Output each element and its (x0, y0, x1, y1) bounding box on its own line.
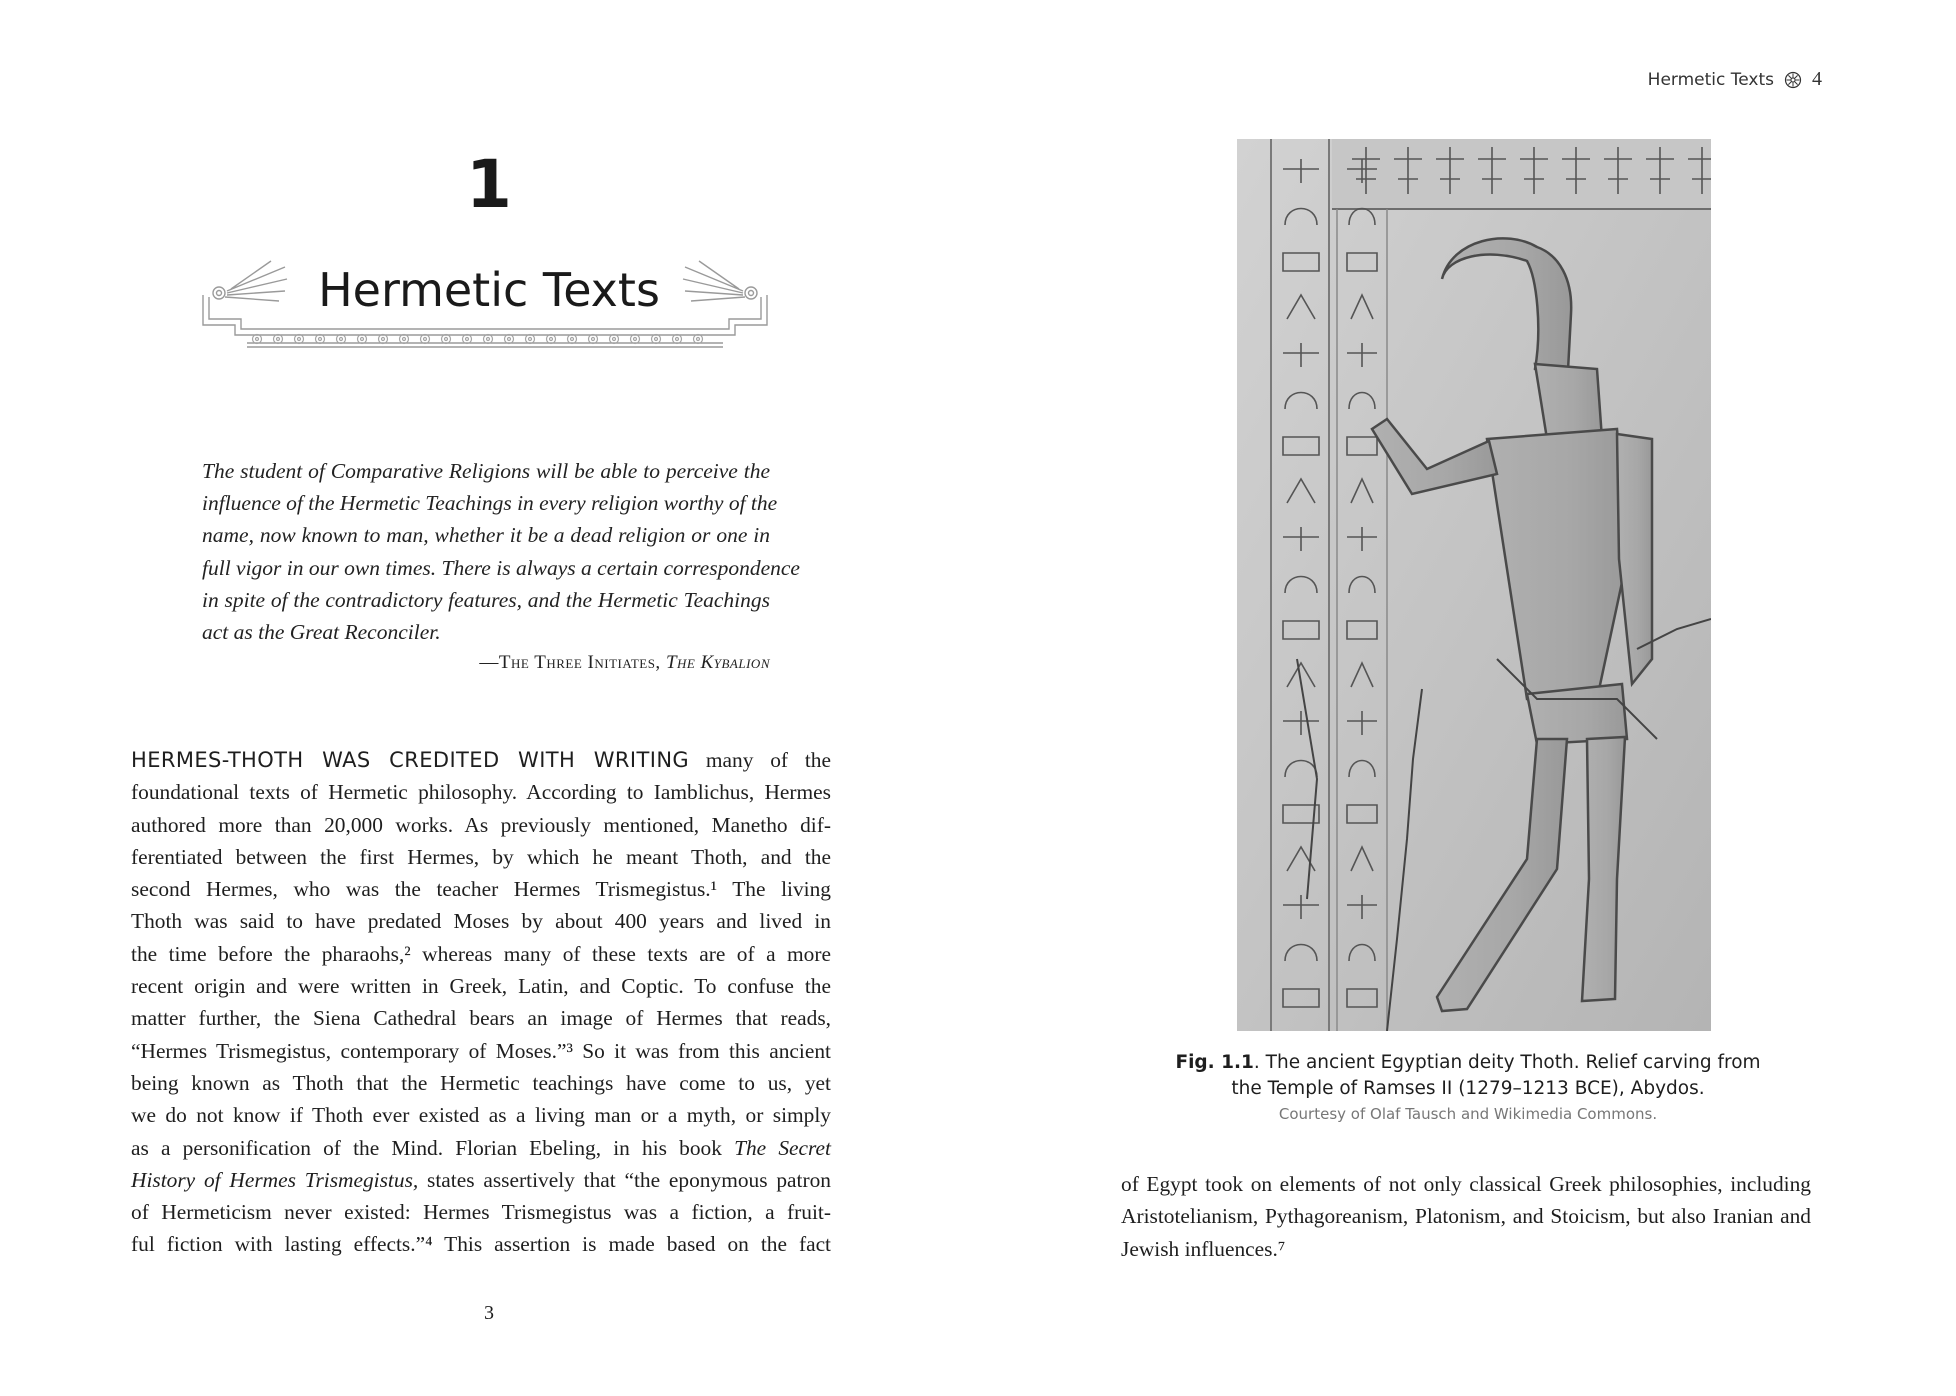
figure-label: Fig. 1.1 (1175, 1052, 1254, 1073)
chapter-title: Hermetic Texts (318, 263, 660, 317)
body-line: Aristotelianism, Pythagoreanism, Platonism, and Stoicism, but also Iranian and (1121, 1204, 1811, 1229)
body-line: Jewish influences.⁷ (1121, 1236, 1286, 1261)
running-head (1648, 68, 1822, 91)
epigraph-line: in spite of the contradictory features, and the Hermetic Teachings (202, 587, 770, 612)
figure-caption: Fig. 1.1. The ancient Egyptian deity Thoth. Relief carving from the Temple of Ramses II (1279–1213 BCE), Abydos. Courtesy of Olaf Tausch and Wikimedia Commons. (1088, 1050, 1848, 1126)
epigraph-line: The student of Comparative Religions will be able to perceive the (202, 459, 770, 483)
body-line: being known as Thoth that the Hermetic teachings have come to us, yet (131, 1070, 831, 1095)
lead-in: HERMES-THOTH WAS CREDITED WITH WRITING (131, 748, 690, 772)
body-line: the time before the pharaohs,² whereas many of these texts are of a more (131, 941, 831, 966)
body-line: second Hermes, who was the teacher Hermes Trismegistus.¹ The living (131, 877, 831, 902)
image-credit: Courtesy of Olaf Tausch and Wikimedia Commons. (1278, 1105, 1658, 1123)
body-line: ful fiction with lasting effects.”⁴ This assertion is made based on the fact (131, 1232, 831, 1257)
body-line: HERMES-THOTH WAS CREDITED WITH WRITING many of the (131, 748, 831, 772)
thoth-relief-image (1237, 139, 1711, 1031)
attribution-author: —The Three Initiates, (479, 652, 666, 673)
book-title: The Secret (734, 1135, 831, 1160)
epigraph (202, 455, 800, 648)
running-head-title: Hermetic Texts (1647, 69, 1774, 90)
body-line: of Egypt took on elements of not only classical Greek philosophies, including (1121, 1172, 1811, 1196)
body-line: of Hermeticism never existed: Hermes Trismegistus was a fiction, a fruit- (131, 1200, 831, 1225)
body-line: “Hermes Trismegistus, contemporary of Moses.”³ So it was from this ancient (131, 1038, 831, 1063)
page-number: 4 (1812, 68, 1822, 90)
body-line: Thoth was said to have predated Moses by about 400 years and lived in (131, 909, 831, 934)
chapter-number: 1 (466, 146, 512, 223)
epigraph-line: act as the Great Reconciler. (202, 620, 441, 645)
epigraph-line: full vigor in our own times. There is always a certain correspondence (202, 555, 800, 580)
body-line: ferentiated between the first Hermes, by which he meant Thoth, and the (131, 844, 831, 869)
left-body-text (131, 744, 831, 1261)
epigraph-attribution (202, 652, 770, 674)
right-body-text (1121, 1168, 1811, 1265)
body-line: as a personification of the Mind. Florian Ebeling, in his book The Secret (131, 1135, 831, 1160)
body-line: matter further, the Siena Cathedral bears an image of Hermes that reads, (131, 1006, 831, 1031)
body-line: foundational texts of Hermetic philosophy. According to Iamblichus, Hermes (131, 780, 831, 805)
epigraph-line: name, now known to man, whether it be a dead religion or one in (202, 523, 770, 548)
book-title: History of Hermes Trismegistus, (131, 1167, 419, 1192)
right-page (978, 0, 1956, 1396)
page-number: 3 (484, 1302, 494, 1324)
flower-ornament-icon (1784, 71, 1802, 89)
body-line: authored more than 20,000 works. As previously mentioned, Manetho dif- (131, 812, 831, 837)
body-line: recent origin and were written in Greek, Latin, and Coptic. To confuse the (131, 974, 831, 999)
relief-illustration (1237, 139, 1711, 1031)
epigraph-line: influence of the Hermetic Teachings in every religion worthy of the (202, 491, 778, 516)
body-line: History of Hermes Trismegistus, states assertively that “the eponymous patron (131, 1167, 831, 1192)
attribution-work: The Kybalion (665, 652, 770, 673)
body-line: we do not know if Thoth ever existed as a living man or a myth, or simply (131, 1103, 831, 1128)
